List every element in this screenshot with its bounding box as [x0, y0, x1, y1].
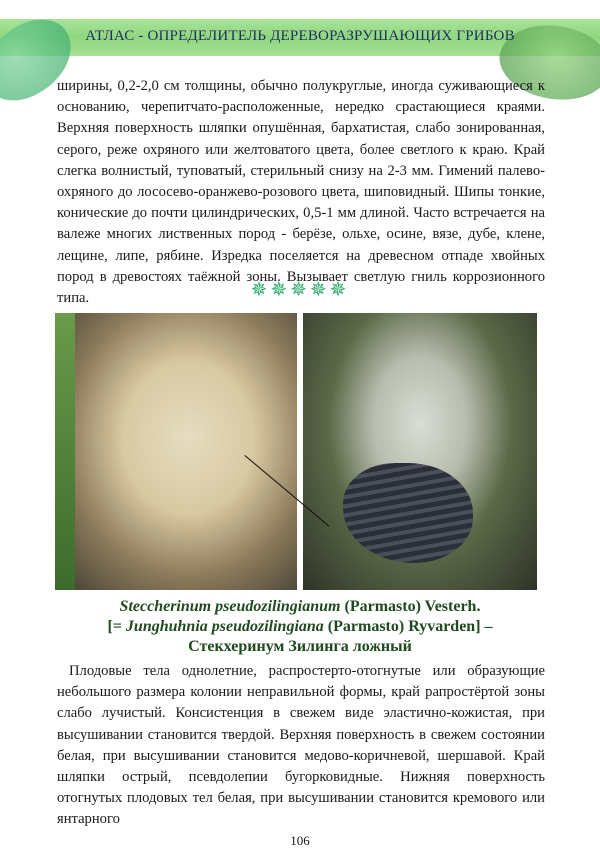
- species-heading: [0, 597, 600, 657]
- synonym-latin: Junghuhnia pseudozilingiana: [125, 618, 324, 635]
- body-paragraph: [57, 661, 545, 831]
- separator-stars-icon: ✵✵✵✵✵: [250, 279, 350, 301]
- synonym-author: (Parmasto) Ryvarden] –: [323, 618, 493, 635]
- paragraph-text: Плодовые тела однолетние, распростерто-отогнутые или образующие небольшого размера колонии неправильной формы, край рапростёртой зоны слабо лучистый. Консистенция в свежем виде эластично-кожистая, при высушивании становится твердой. Верхняя поверхность в свежем состоянии белая, при высушивании становится медово-коричневой, шершавой. Край шляпки острый, псевдолепии бугорковидные. Нижняя поверхность отогнутых плодовых тел белая, при высушивании становится кремового или янтарного: [57, 663, 545, 828]
- photo-fungus-fresh: [55, 313, 297, 590]
- latin-name: Steccherinum pseudozilingianum: [119, 598, 341, 615]
- russian-name: Стекхеринум Зилинга ложный: [188, 638, 412, 655]
- photo-fungus-on-trunk: [303, 313, 537, 590]
- paragraph-text: ширины, 0,2-2,0 см толщины, обычно полукруглые, иногда суживающиеся к основанию, черепитчато-расположенные, нередко срастающиеся краями. Верхняя поверхность шляпки опушённая, бархатистая, слабо зонированная, серого, реже охряного или желтоватого цвета, более светлого к краю. Край слегка волнистый, туповатый, стерильный снизу на 2-3 мм. Гимений палево-охряного до лососево-оранжево-розового цвета, шиповидный. Шипы тонкие, конические до почти цилиндрических, 0,5-1 мм длиной. Часто встречается на валеже многих лиственных пород - берёзе, ольхе, осине, вязе, дубе, клене, лещине, липе, рябине. Изредка поселяется на древесном отпаде хвойных пород в древостоях таёжной зоны. Вызывает светлую гниль коррозионного типа.: [57, 78, 545, 307]
- author: (Parmasto) Vesterh.: [340, 598, 481, 615]
- page-number: 106: [290, 833, 310, 848]
- header-title: АТЛАС - ОПРЕДЕЛИТЕЛЬ ДЕРЕВОРАЗРУШАЮЩИХ ГРИБОВ: [85, 28, 515, 44]
- synonym-open: [=: [107, 618, 126, 635]
- top-paragraph: [57, 76, 545, 309]
